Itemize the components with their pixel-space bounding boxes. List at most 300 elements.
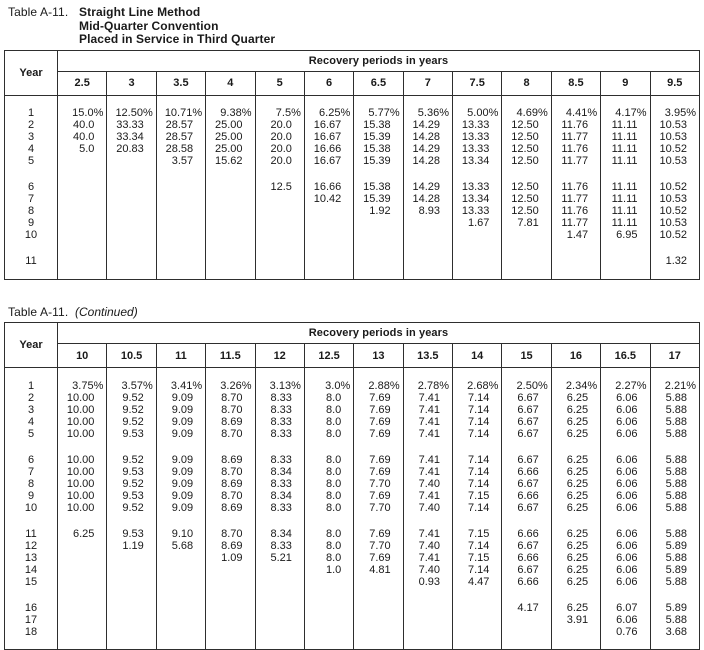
value-cell: 28.58 [156, 143, 205, 155]
table-row [5, 404, 700, 416]
period-column-header: 13.5 [403, 344, 452, 368]
value-cell: 3.26% [206, 380, 255, 392]
value-cell [156, 205, 205, 217]
gap-cell [304, 167, 353, 181]
value-cell: 11.77 [551, 217, 600, 229]
gap-cell [354, 368, 403, 380]
value-cell: 7.81 [502, 217, 551, 229]
value-cell: 8.33 [255, 416, 304, 428]
gap-cell [502, 95, 551, 107]
value-cell: 5.89 [650, 564, 700, 576]
value-cell [206, 217, 255, 229]
period-column-header: 9.5 [650, 71, 700, 95]
year-cell: 11 [5, 528, 58, 540]
gap-cell [453, 638, 502, 650]
value-cell: 8.0 [304, 528, 353, 540]
value-cell: 10.52 [650, 181, 700, 193]
value-cell: 8.34 [255, 528, 304, 540]
value-cell: 0.76 [601, 626, 650, 638]
value-cell: 8.69 [206, 478, 255, 490]
year-cell: 3 [5, 404, 58, 416]
value-cell: 6.25 [551, 466, 600, 478]
value-cell: 6.06 [601, 614, 650, 626]
value-cell: 7.69 [354, 404, 403, 416]
period-column-header: 6 [304, 71, 353, 95]
gap-cell [5, 95, 58, 107]
value-cell: 5.21 [255, 552, 304, 564]
gap-cell [650, 95, 700, 107]
gap-cell [551, 514, 600, 528]
gap-cell [403, 95, 452, 107]
value-cell [58, 614, 107, 626]
value-cell: 8.33 [255, 502, 304, 514]
value-cell: 15.38 [354, 143, 403, 155]
value-cell: 25.00 [206, 143, 255, 155]
value-cell: 6.25 [551, 540, 600, 552]
value-cell: 8.33 [255, 428, 304, 440]
gap-cell [206, 440, 255, 454]
value-cell: 9.09 [156, 466, 205, 478]
value-cell: 7.14 [453, 404, 502, 416]
value-cell: 8.33 [255, 540, 304, 552]
value-cell [107, 205, 156, 217]
value-cell: 15.39 [354, 193, 403, 205]
value-cell: 11.11 [601, 155, 650, 167]
value-cell: 10.52 [650, 229, 700, 241]
gap-cell [206, 588, 255, 602]
value-cell [58, 564, 107, 576]
gap-cell [206, 514, 255, 528]
value-cell: 7.14 [453, 540, 502, 552]
gap-cell [304, 368, 353, 380]
value-cell: 5.00% [453, 107, 502, 119]
value-cell: 5.88 [650, 404, 700, 416]
value-cell: 5.88 [650, 552, 700, 564]
gap-cell [354, 440, 403, 454]
table-row [5, 502, 700, 514]
value-cell [156, 229, 205, 241]
value-cell [107, 229, 156, 241]
value-cell [156, 552, 205, 564]
value-cell: 6.25 [551, 576, 600, 588]
value-cell: 3.0% [304, 380, 353, 392]
gap-cell [403, 241, 452, 255]
value-cell [403, 255, 452, 267]
title-line-3: Placed in Service in Third Quarter [79, 33, 275, 47]
value-cell: 3.57% [107, 380, 156, 392]
value-cell: 13.33 [453, 205, 502, 217]
value-cell [502, 229, 551, 241]
gap-cell [403, 588, 452, 602]
period-column-header: 3 [107, 71, 156, 95]
year-cell: 14 [5, 564, 58, 576]
value-cell: 7.70 [354, 478, 403, 490]
value-cell: 3.57 [156, 155, 205, 167]
value-cell: 3.68 [650, 626, 700, 638]
table2-body [5, 368, 700, 650]
table1-title-lines [79, 6, 275, 47]
value-cell: 11.11 [601, 181, 650, 193]
value-cell: 6.25 [551, 428, 600, 440]
value-cell: 7.70 [354, 540, 403, 552]
value-cell: 7.14 [453, 466, 502, 478]
value-cell: 16.67 [304, 155, 353, 167]
value-cell: 6.67 [502, 392, 551, 404]
value-cell [354, 626, 403, 638]
value-cell: 10.53 [650, 131, 700, 143]
value-cell: 6.67 [502, 502, 551, 514]
value-cell [255, 564, 304, 576]
year-cell: 8 [5, 478, 58, 490]
value-cell [304, 205, 353, 217]
row-group-gap [5, 440, 700, 454]
value-cell: 7.14 [453, 428, 502, 440]
value-cell [255, 229, 304, 241]
gap-cell [551, 440, 600, 454]
gap-cell [650, 267, 700, 279]
value-cell: 28.57 [156, 131, 205, 143]
value-cell: 10.53 [650, 119, 700, 131]
period-column-header: 9 [601, 71, 650, 95]
value-cell: 7.41 [403, 416, 452, 428]
value-cell [255, 602, 304, 614]
value-cell [255, 576, 304, 588]
value-cell: 7.69 [354, 454, 403, 466]
value-cell [206, 626, 255, 638]
value-cell: 5.88 [650, 576, 700, 588]
value-cell: 6.67 [502, 540, 551, 552]
gap-cell [551, 95, 600, 107]
year-cell: 10 [5, 502, 58, 514]
period-column-header: 4 [206, 71, 255, 95]
row-group-gap [5, 95, 700, 107]
value-cell [58, 181, 107, 193]
value-cell: 11.11 [601, 217, 650, 229]
gap-cell [255, 95, 304, 107]
value-cell [354, 614, 403, 626]
gap-cell [403, 514, 452, 528]
value-cell [58, 217, 107, 229]
value-cell: 28.57 [156, 119, 205, 131]
value-cell [453, 255, 502, 267]
value-cell: 10.52 [650, 205, 700, 217]
table2-title [8, 306, 700, 320]
gap-cell [601, 638, 650, 650]
value-cell: 14.28 [403, 131, 452, 143]
table-row [5, 540, 700, 552]
year-cell: 7 [5, 466, 58, 478]
gap-cell [304, 638, 353, 650]
gap-cell [650, 368, 700, 380]
value-cell: 10.42 [304, 193, 353, 205]
value-cell: 6.25 [551, 602, 600, 614]
value-cell [304, 626, 353, 638]
value-cell: 7.14 [453, 502, 502, 514]
gap-cell [5, 368, 58, 380]
table-row [5, 155, 700, 167]
value-cell: 13.33 [453, 119, 502, 131]
value-cell: 2.78% [403, 380, 452, 392]
value-cell [354, 576, 403, 588]
period-column-header: 12 [255, 344, 304, 368]
value-cell: 9.09 [156, 392, 205, 404]
value-cell: 8.0 [304, 478, 353, 490]
gap-cell [650, 440, 700, 454]
gap-cell [403, 167, 452, 181]
value-cell: 14.28 [403, 155, 452, 167]
value-cell [107, 576, 156, 588]
table-row [5, 229, 700, 241]
gap-cell [403, 368, 452, 380]
value-cell: 9.52 [107, 478, 156, 490]
value-cell [206, 193, 255, 205]
gap-cell [255, 638, 304, 650]
gap-cell [304, 267, 353, 279]
year-cell: 8 [5, 205, 58, 217]
value-cell: 7.40 [403, 478, 452, 490]
value-cell: 11.76 [551, 143, 600, 155]
value-cell: 25.00 [206, 131, 255, 143]
value-cell: 10.00 [58, 404, 107, 416]
gap-cell [206, 267, 255, 279]
value-cell: 11.77 [551, 155, 600, 167]
year-cell: 9 [5, 217, 58, 229]
gap-cell [354, 514, 403, 528]
value-cell: 15.38 [354, 181, 403, 193]
value-cell: 40.0 [58, 119, 107, 131]
value-cell: 10.00 [58, 502, 107, 514]
value-cell: 13.34 [453, 155, 502, 167]
gap-cell [502, 267, 551, 279]
gap-cell [255, 440, 304, 454]
gap-cell [453, 514, 502, 528]
gap-cell [650, 167, 700, 181]
value-cell: 9.38% [206, 107, 255, 119]
period-column-header: 3.5 [156, 71, 205, 95]
value-cell: 12.50 [502, 193, 551, 205]
value-cell [453, 626, 502, 638]
value-cell: 9.52 [107, 502, 156, 514]
year-cell: 2 [5, 392, 58, 404]
year-cell: 11 [5, 255, 58, 267]
value-cell: 40.0 [58, 131, 107, 143]
gap-cell [403, 267, 452, 279]
gap-cell [304, 95, 353, 107]
value-cell: 6.25 [551, 392, 600, 404]
value-cell: 6.67 [502, 564, 551, 576]
value-cell: 8.33 [255, 478, 304, 490]
value-cell: 9.09 [156, 490, 205, 502]
value-cell [206, 205, 255, 217]
value-cell [304, 255, 353, 267]
value-cell: 5.89 [650, 540, 700, 552]
value-cell: 9.52 [107, 392, 156, 404]
gap-cell [354, 95, 403, 107]
value-cell: 10.00 [58, 428, 107, 440]
value-cell: 8.33 [255, 454, 304, 466]
gap-cell [156, 267, 205, 279]
gap-cell [58, 368, 107, 380]
gap-cell [206, 95, 255, 107]
gap-cell [58, 638, 107, 650]
value-cell: 6.25 [551, 416, 600, 428]
value-cell [58, 255, 107, 267]
value-cell: 8.0 [304, 552, 353, 564]
value-cell [551, 255, 600, 267]
value-cell: 8.0 [304, 540, 353, 552]
value-cell: 10.00 [58, 478, 107, 490]
value-cell: 6.06 [601, 528, 650, 540]
value-cell: 6.25 [551, 454, 600, 466]
value-cell: 12.50 [502, 205, 551, 217]
value-cell: 6.06 [601, 564, 650, 576]
value-cell: 2.21% [650, 380, 700, 392]
value-cell [58, 193, 107, 205]
value-cell: 2.88% [354, 380, 403, 392]
value-cell: 12.50 [502, 181, 551, 193]
value-cell: 6.67 [502, 478, 551, 490]
year-cell: 5 [5, 428, 58, 440]
period-header-row [5, 71, 700, 95]
gap-cell [601, 95, 650, 107]
depreciation-table-1 [4, 50, 700, 280]
value-cell: 3.41% [156, 380, 205, 392]
value-cell [156, 602, 205, 614]
row-group-gap [5, 267, 700, 279]
gap-cell [107, 638, 156, 650]
value-cell: 14.29 [403, 181, 452, 193]
value-cell: 7.41 [403, 392, 452, 404]
table-row [5, 454, 700, 466]
period-column-header: 2.5 [58, 71, 107, 95]
value-cell: 7.41 [403, 490, 452, 502]
gap-cell [156, 638, 205, 650]
table-row [5, 107, 700, 119]
value-cell: 15.39 [354, 131, 403, 143]
value-cell: 10.00 [58, 392, 107, 404]
value-cell [354, 217, 403, 229]
gap-cell [58, 95, 107, 107]
value-cell: 6.06 [601, 552, 650, 564]
value-cell [551, 626, 600, 638]
value-cell: 5.88 [650, 490, 700, 502]
value-cell [58, 229, 107, 241]
gap-cell [551, 267, 600, 279]
value-cell: 13.33 [453, 131, 502, 143]
period-column-header: 16.5 [601, 344, 650, 368]
value-cell: 7.14 [453, 392, 502, 404]
value-cell: 7.41 [403, 428, 452, 440]
value-cell: 9.53 [107, 428, 156, 440]
value-cell: 9.52 [107, 416, 156, 428]
value-cell [206, 576, 255, 588]
gap-cell [354, 241, 403, 255]
value-cell: 6.06 [601, 428, 650, 440]
value-cell: 11.76 [551, 205, 600, 217]
value-cell: 7.15 [453, 490, 502, 502]
value-cell: 7.14 [453, 416, 502, 428]
period-column-header: 16 [551, 344, 600, 368]
value-cell: 7.69 [354, 552, 403, 564]
value-cell: 14.28 [403, 193, 452, 205]
value-cell: 16.67 [304, 119, 353, 131]
value-cell: 12.50 [502, 143, 551, 155]
year-cell: 6 [5, 181, 58, 193]
value-cell: 8.70 [206, 404, 255, 416]
value-cell: 6.25 [551, 564, 600, 576]
value-cell: 8.34 [255, 490, 304, 502]
gap-cell [650, 638, 700, 650]
value-cell: 3.91 [551, 614, 600, 626]
value-cell: 9.52 [107, 404, 156, 416]
gap-cell [304, 440, 353, 454]
value-cell: 6.25 [551, 502, 600, 514]
gap-cell [206, 638, 255, 650]
table1-body [5, 95, 700, 279]
value-cell [156, 614, 205, 626]
value-cell: 6.25 [551, 490, 600, 502]
value-cell [156, 217, 205, 229]
table2-section [4, 306, 700, 650]
gap-cell [502, 368, 551, 380]
value-cell [107, 181, 156, 193]
value-cell: 1.09 [206, 552, 255, 564]
value-cell: 7.70 [354, 502, 403, 514]
period-column-header: 8.5 [551, 71, 600, 95]
value-cell: 7.69 [354, 490, 403, 502]
value-cell: 20.0 [255, 131, 304, 143]
value-cell: 5.88 [650, 466, 700, 478]
value-cell: 6.06 [601, 490, 650, 502]
value-cell: 12.50% [107, 107, 156, 119]
gap-cell [403, 440, 452, 454]
value-cell: 8.70 [206, 392, 255, 404]
value-cell [304, 229, 353, 241]
value-cell [255, 205, 304, 217]
value-cell: 1.0 [304, 564, 353, 576]
value-cell: 8.0 [304, 404, 353, 416]
value-cell: 8.70 [206, 428, 255, 440]
gap-cell [502, 638, 551, 650]
table-row [5, 217, 700, 229]
gap-cell [551, 368, 600, 380]
value-cell: 2.27% [601, 380, 650, 392]
value-cell: 8.0 [304, 466, 353, 478]
period-column-header: 5 [255, 71, 304, 95]
table-row [5, 478, 700, 490]
value-cell [58, 155, 107, 167]
value-cell [156, 564, 205, 576]
value-cell [206, 229, 255, 241]
period-header-row [5, 344, 700, 368]
gap-cell [255, 588, 304, 602]
depreciation-table-2 [4, 322, 700, 650]
value-cell [107, 217, 156, 229]
value-cell: 8.93 [403, 205, 452, 217]
period-column-header: 10 [58, 344, 107, 368]
value-cell: 4.41% [551, 107, 600, 119]
value-cell [354, 602, 403, 614]
value-cell [156, 576, 205, 588]
value-cell: 8.0 [304, 502, 353, 514]
year-cell: 15 [5, 576, 58, 588]
table-row [5, 181, 700, 193]
value-cell: 7.40 [403, 564, 452, 576]
gap-cell [453, 588, 502, 602]
gap-cell [551, 167, 600, 181]
gap-cell [255, 241, 304, 255]
gap-cell [354, 267, 403, 279]
